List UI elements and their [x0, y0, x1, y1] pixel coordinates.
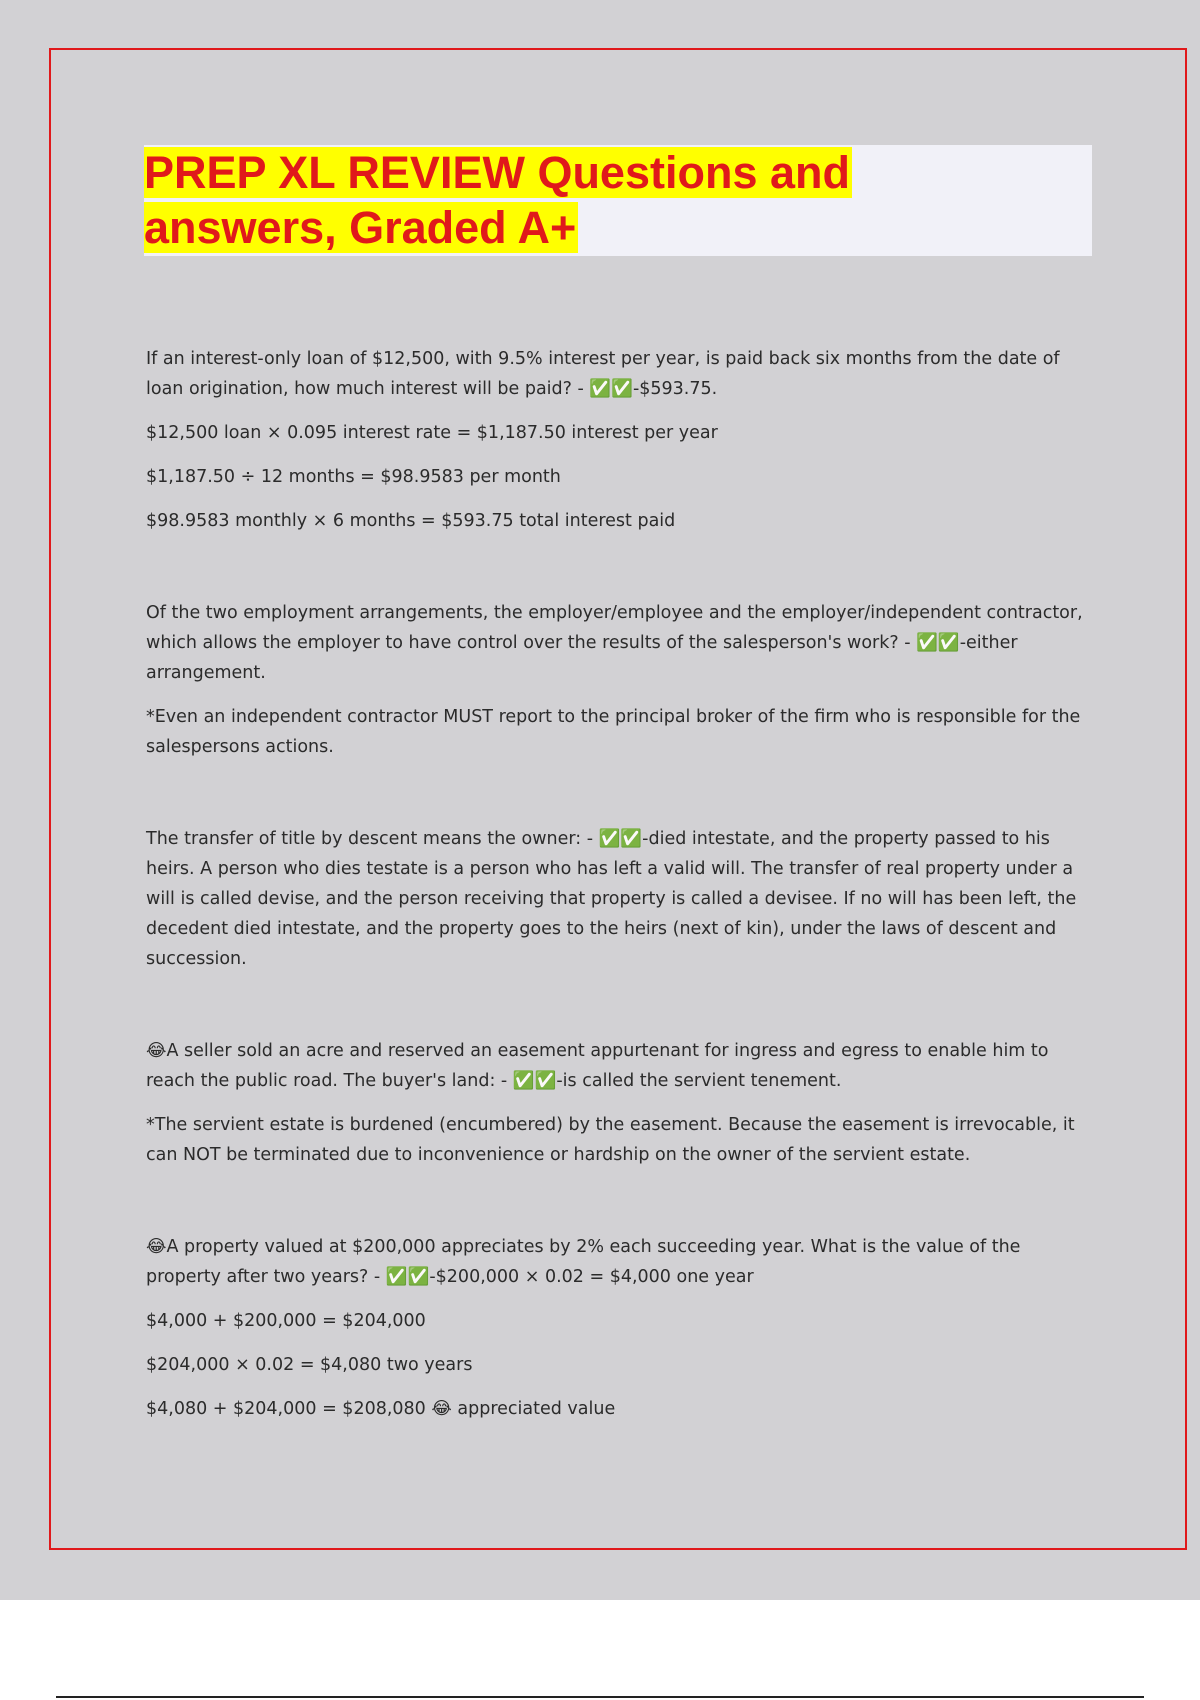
question-block-appreciation: [146, 1232, 1084, 1424]
question-text: Of the two employment arrangements, the employer/employee and the employer/independent contractor, which allows the employer to have control over the results of the salesperson's work? - ✅✅-either arrangement.: [146, 603, 1083, 683]
question-block-easement: [146, 1036, 1084, 1170]
calculation-line: $98.9583 monthly × 6 months = $593.75 total interest paid: [146, 511, 676, 531]
calculation-line: $204,000 × 0.02 = $4,080 two years: [146, 1355, 473, 1375]
calculation-line: $4,080 + $204,000 = $208,080 😂 appreciated value: [146, 1399, 616, 1419]
question-block-descent: [146, 824, 1084, 974]
question-text: If an interest-only loan of $12,500, with 9.5% interest per year, is paid back six months from the date of loan origination, how much interest will be paid? - ✅✅-$593.75.: [146, 349, 1060, 399]
title-line-1: PREP XL REVIEW Questions and: [144, 147, 850, 198]
question-text: 😂A seller sold an acre and reserved an easement appurtenant for ingress and egress to enable him to reach the public road. The buyer's land: - ✅✅-is called the servient tenement.: [146, 1041, 1049, 1091]
calculation-line: $4,000 + $200,000 = $204,000: [146, 1311, 426, 1331]
explanation-note: *The servient estate is burdened (encumbered) by the easement. Because the easement is irrevocable, it can NOT be terminated due to inconvenience or hardship on the owner of the servient estate.: [146, 1115, 1075, 1165]
explanation-note: *Even an independent contractor MUST report to the principal broker of the firm who is responsible for the salespersons actions.: [146, 707, 1081, 757]
question-list: [146, 344, 1084, 1438]
question-block-interest-loan: [146, 344, 1084, 536]
document-title: [144, 145, 1092, 255]
question-block-employment: [146, 598, 1084, 762]
page-divider: [56, 1696, 1144, 1698]
calculation-line: $12,500 loan × 0.095 interest rate = $1,187.50 interest per year: [146, 423, 718, 443]
calculation-line: $1,187.50 ÷ 12 months = $98.9583 per month: [146, 467, 561, 487]
question-text: The transfer of title by descent means the owner: - ✅✅-died intestate, and the property passed to his heirs. A person who dies testate is a person who has left a valid will. The transfer of real property under a will is called devise, and the person receiving that property is called a devisee. If no will has been left, the decedent died intestate, and the property goes to the heirs (next of kin), under the laws of descent and succession.: [146, 829, 1077, 969]
title-block: [144, 145, 1092, 256]
question-text: 😂A property valued at $200,000 appreciates by 2% each succeeding year. What is the value of the property after two years? - ✅✅-$200,000 × 0.02 = $4,000 one year: [146, 1237, 1021, 1287]
title-line-2: answers, Graded A+: [144, 202, 577, 253]
